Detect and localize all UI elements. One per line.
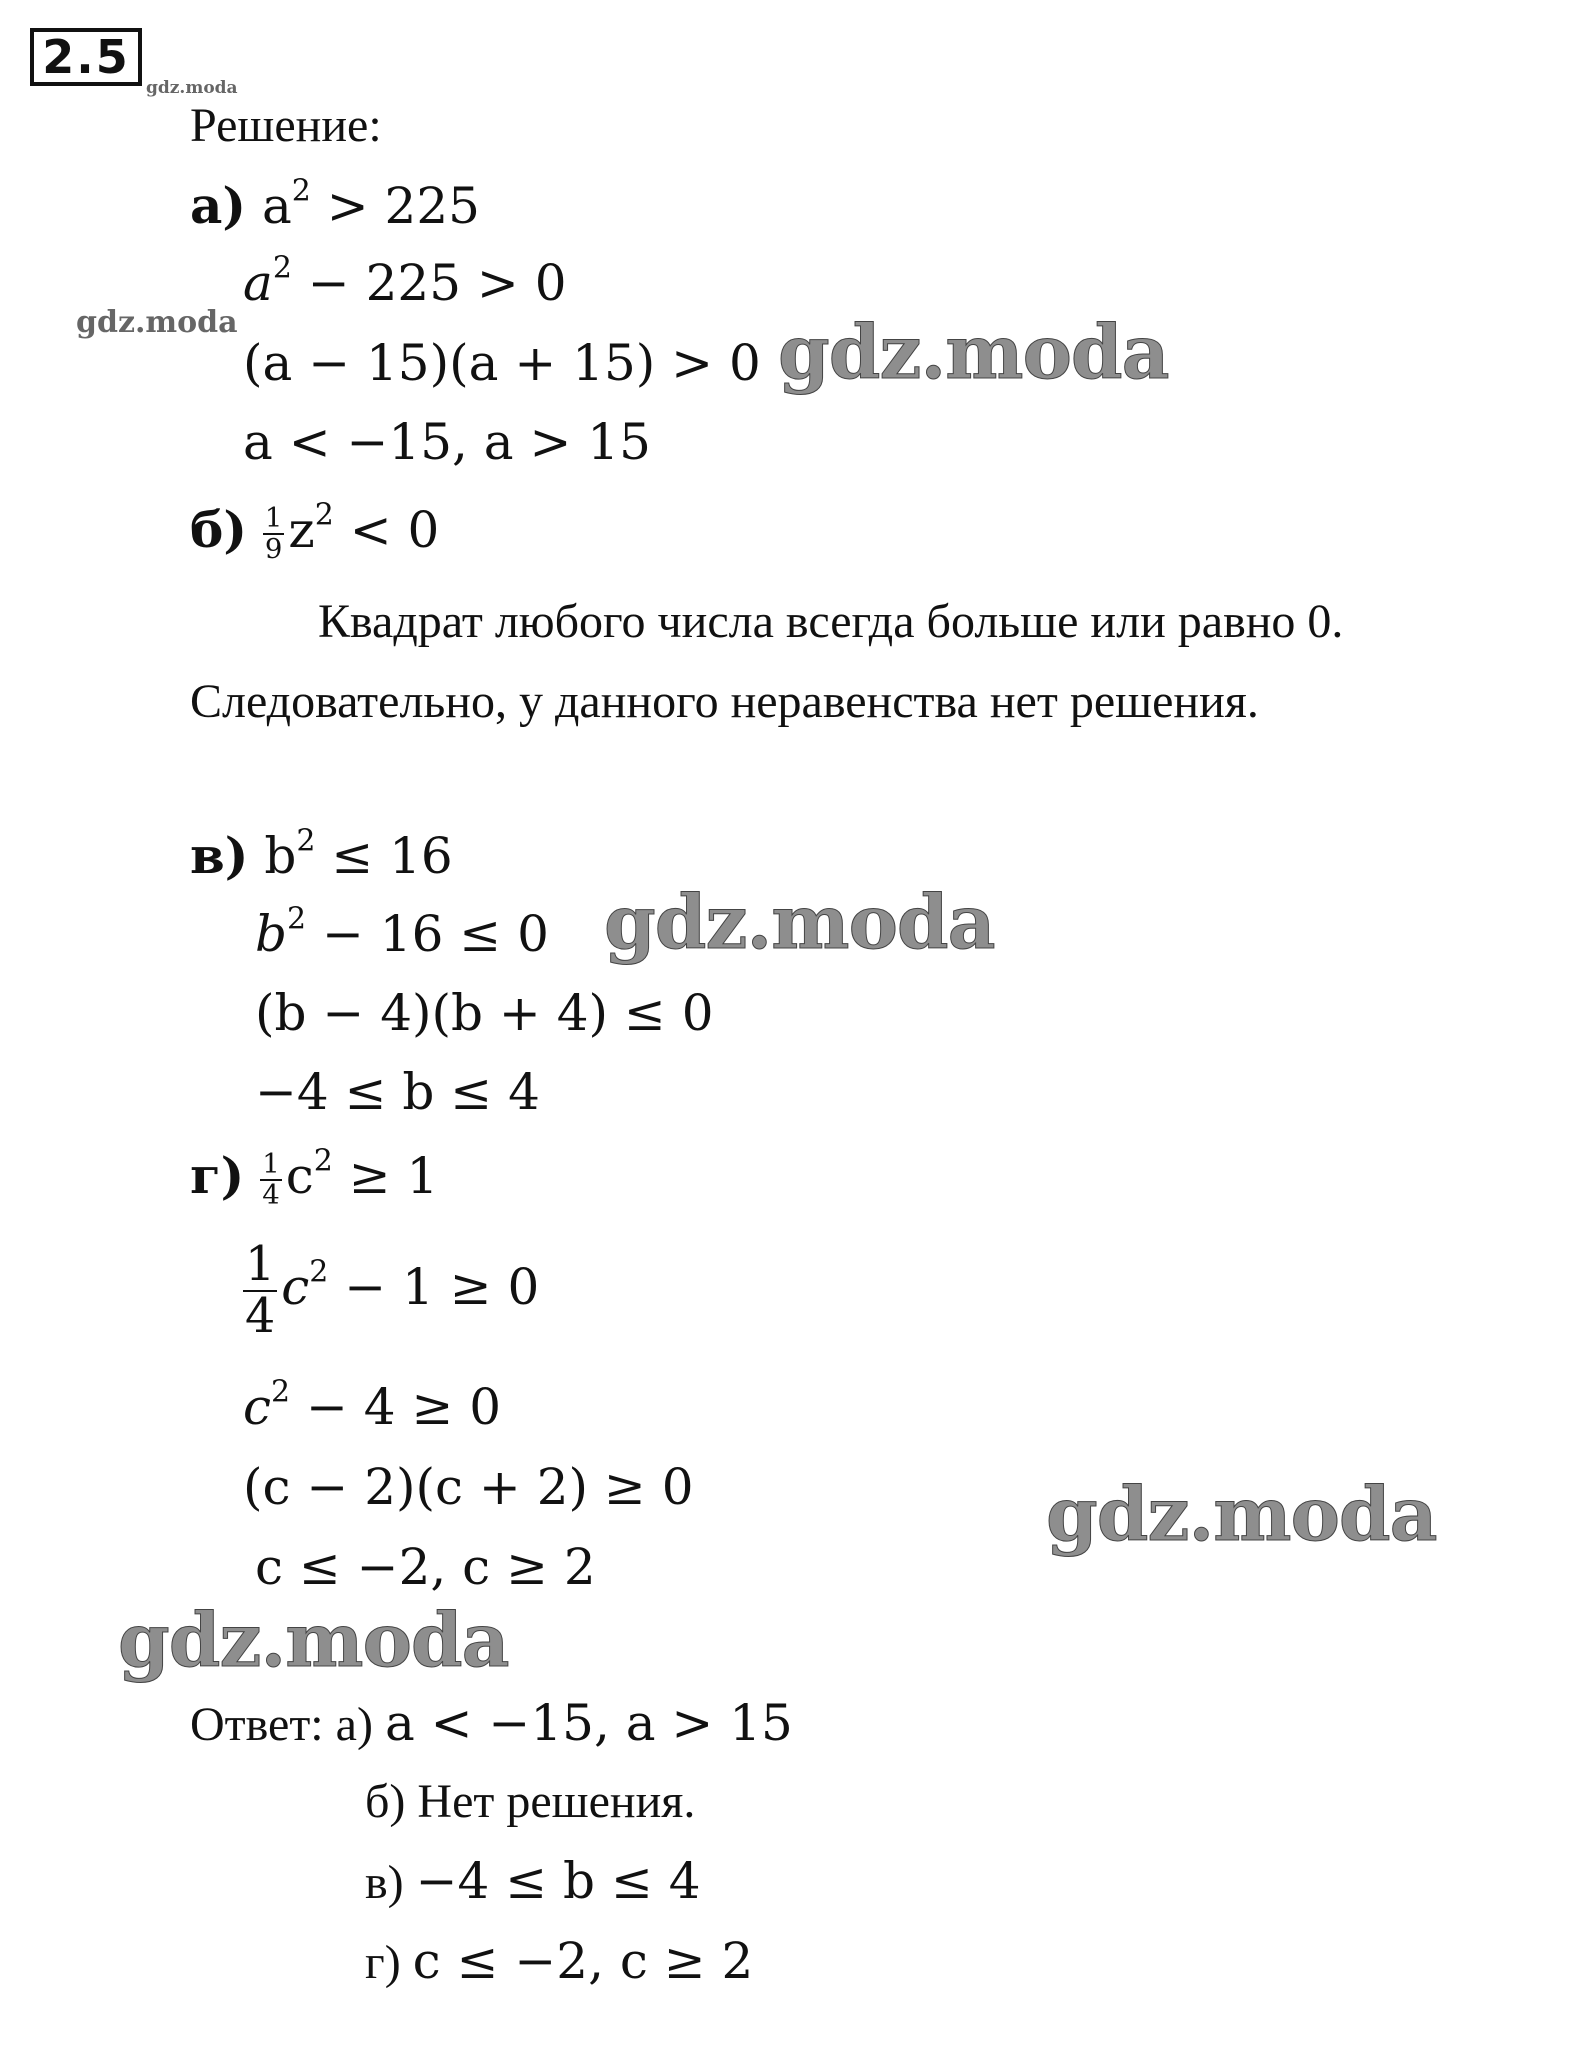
part-g-step1 (243, 1237, 540, 1344)
part-v-base: b (264, 827, 297, 885)
part-b-label: б) (190, 500, 248, 559)
part-v-exp: 2 (296, 823, 316, 859)
part-v-step1-rest: − 16 ≤ 0 (306, 905, 549, 963)
answer-b-label: б) (365, 1775, 406, 1828)
part-g-step1-den: 4 (245, 1288, 276, 1344)
part-g-frac-num: 1 (262, 1148, 280, 1181)
part-g-step2-exp: 2 (271, 1374, 291, 1410)
watermark-1: gdz.moda (778, 310, 1169, 396)
part-g-step2-var: c (243, 1378, 272, 1436)
watermark-4: gdz.moda (118, 1598, 509, 1684)
answer-label-line (190, 1694, 793, 1752)
answer-v: −4 ≤ b ≤ 4 (415, 1852, 701, 1910)
part-a-step3: a < −15, a > 15 (243, 413, 651, 471)
part-b-statement (190, 497, 440, 565)
part-v-step1 (255, 901, 549, 963)
part-g-step2-rest: − 4 ≥ 0 (290, 1378, 502, 1436)
part-a-rhs: > 225 (310, 177, 480, 235)
part-a-step2: (a − 15)(a + 15) > 0 (243, 334, 761, 392)
answer-a-label: а) (335, 1698, 373, 1751)
part-b-frac-num: 1 (264, 502, 283, 535)
part-b-exp: 2 (314, 497, 334, 533)
watermark-small: gdz.moda (146, 78, 238, 98)
answer-v-label: в) (365, 1856, 404, 1909)
part-g-step1-rest: − 1 ≥ 0 (328, 1257, 540, 1316)
part-g-frac-den: 4 (262, 1179, 280, 1211)
solution-heading: Решение: (190, 99, 382, 152)
part-v-statement (190, 823, 453, 885)
part-g-step3: (c − 2)(c + 2) ≥ 0 (243, 1458, 694, 1516)
part-b-rhs: < 0 (333, 501, 440, 559)
part-a-label: а) (190, 176, 247, 235)
answer-label: Ответ: (190, 1698, 324, 1751)
part-g-step2 (243, 1374, 502, 1436)
part-a-exp: 2 (291, 173, 311, 209)
part-v-step1-var: b (255, 905, 288, 963)
answer-b: Нет решения. (417, 1775, 696, 1828)
part-v-step2: (b − 4)(b + 4) ≤ 0 (255, 984, 714, 1042)
part-g-rhs: ≥ 1 (332, 1147, 439, 1205)
part-a-step1-rest: − 225 > 0 (291, 254, 567, 312)
answer-v-line (365, 1852, 701, 1910)
part-b-var: z (288, 501, 315, 559)
answer-b-line (365, 1774, 695, 1829)
watermark-3: gdz.moda (1046, 1472, 1437, 1558)
part-b-explanation-1: Квадрат любого числа всегда больше или равно 0. (318, 595, 1344, 648)
part-g-step1-var: c (281, 1257, 310, 1316)
part-g-exp: 2 (313, 1143, 333, 1179)
answer-g: c ≤ −2, c ≥ 2 (412, 1932, 754, 1990)
part-g-fraction (260, 1150, 282, 1210)
part-g-statement (190, 1143, 439, 1211)
answer-g-line (365, 1932, 753, 1990)
part-b-explanation-2: Следовательно, у данного неравенства нет решения. (190, 675, 1259, 728)
part-g-step1-exp: 2 (309, 1254, 329, 1290)
part-a-base: a (261, 177, 292, 235)
answer-a: a < −15, a > 15 (384, 1694, 793, 1752)
part-g-step4: c ≤ −2, c ≥ 2 (255, 1538, 596, 1596)
part-v-rhs: ≤ 16 (315, 827, 453, 885)
part-a-step1-var: a (243, 254, 273, 312)
answer-g-label: г) (365, 1936, 401, 1989)
part-a-statement (190, 173, 480, 235)
part-g-step1-num: 1 (245, 1237, 276, 1292)
part-g-var: c (285, 1147, 314, 1205)
part-a-step1-exp: 2 (272, 250, 292, 286)
part-g-step1-fraction (243, 1237, 277, 1344)
part-v-step3: −4 ≤ b ≤ 4 (255, 1063, 540, 1121)
part-v-step1-exp: 2 (287, 901, 307, 937)
problem-number: 2.5 (30, 28, 142, 86)
part-a-step1 (243, 250, 567, 312)
watermark-2: gdz.moda (604, 880, 995, 966)
part-v-label: в) (190, 826, 249, 885)
part-b-frac-den: 9 (264, 533, 283, 565)
watermark-left: gdz.moda (76, 305, 238, 340)
part-g-label: г) (190, 1146, 245, 1205)
part-b-fraction (263, 504, 285, 564)
